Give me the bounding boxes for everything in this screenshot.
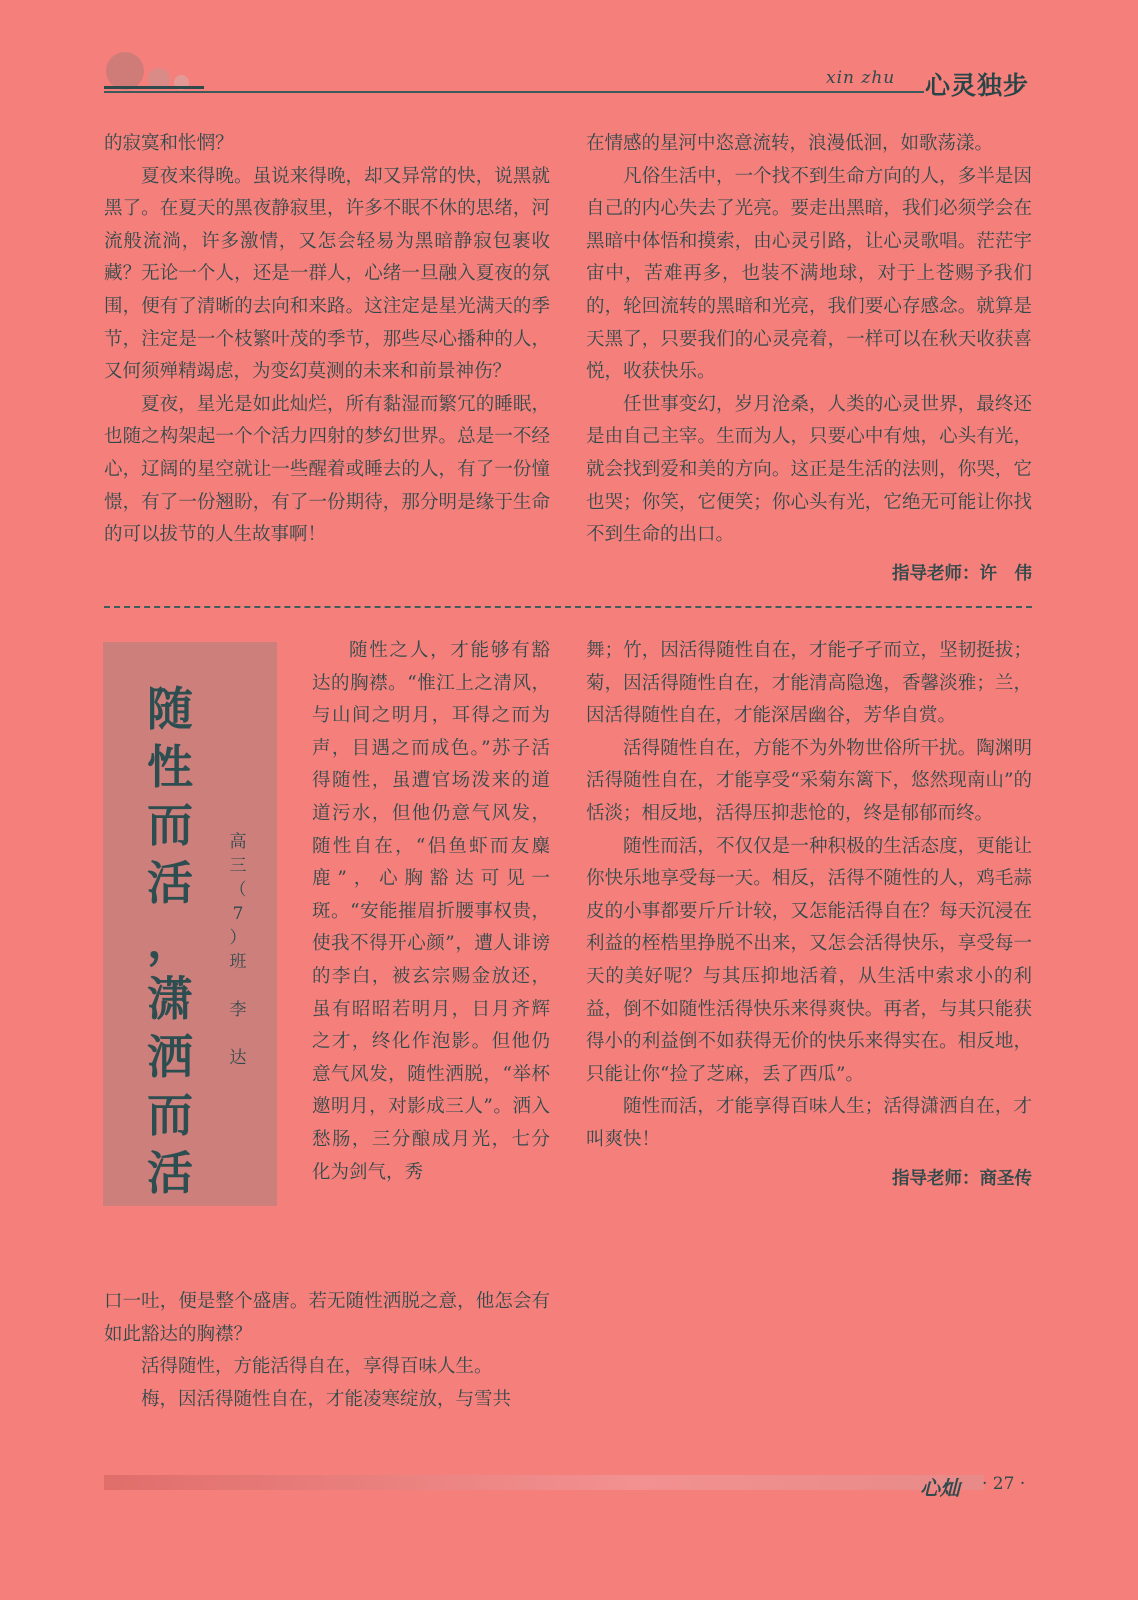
paragraph: 活得随性，方能活得自在，享得百味人生。 — [141, 1356, 493, 1378]
author-char: 高 — [229, 832, 247, 852]
title-char: ， — [147, 914, 193, 968]
title-char: 性 — [147, 740, 193, 794]
paragraph: 随性而活，才能享得百味人生；活得潇洒自在，才叫爽快！ — [586, 1096, 1032, 1150]
title-char: 随 — [147, 682, 193, 736]
author-char: 达 — [229, 1048, 247, 1068]
author-char: ） — [229, 928, 247, 948]
author-char: 三 — [229, 856, 247, 876]
paragraph: 随性而活，不仅仅是一种积极的生活态度，更能让你快乐地享受每一天。相反，活得不随性的人，鸡毛蒜皮的小事都要斤斤计较，又怎能活得自在？每天沉浸在利益的桎梏里挣脱不出来，又怎会活得快乐，享受每一天的美好呢？与其压抑地活着，从生活中索求小的利益，倒不如随性活得快乐来得爽快。再者，与其只能获得小的利益倒不如获得无价的快乐来得实在。相反地，只能让你“捡了芝麻，丢了西瓜”。 — [586, 835, 1032, 1085]
page-number: · 27 · — [982, 1474, 1026, 1494]
article2-title — [139, 680, 201, 1202]
article2-author — [225, 830, 251, 1070]
paragraph: 的寂寞和怅惘？ — [104, 133, 234, 154]
paragraph: 活得随性自在，方能不为外物世俗所干扰。陶渊明活得随性自在，才能享受“采菊东篱下，悠然现南山”的恬淡；相反地，活得压抑悲怆的，终是郁郁而终。 — [586, 737, 1032, 824]
section-title: 心灵独步 — [925, 71, 1030, 100]
author-char — [225, 1022, 251, 1046]
title-char: 活 — [147, 856, 193, 910]
paragraph: 夏夜来得晚。虽说来得晚，却又异常的快，说黑就黑了。在夏天的黑夜静寂里，许多不眠不休的思绪，河流般流淌，许多激情，又怎会轻易为黑暗静寂包裹收藏？无论一个人，还是一群人，心绪一旦融入夏夜的氛围，便有了清晰的去向和来路。这注定是星光满天的季节，注定是一个枝繁叶茂的季节，那些尽心播种的人，又何须殚精竭虑，为变幻莫测的未来和前景神伤？ — [104, 165, 550, 383]
title-char: 洒 — [147, 1030, 193, 1084]
author-char: 班 — [229, 952, 247, 972]
article2-column-left-lower — [104, 1286, 550, 1416]
author-char: 李 — [229, 1000, 247, 1020]
article2-column-narrow — [312, 635, 550, 1189]
article2-column-right — [586, 635, 1032, 1195]
footer-band — [104, 1475, 984, 1490]
paragraph: 梅，因活得随性自在，才能凌寒绽放，与雪共 — [141, 1388, 512, 1410]
article1-column-left — [104, 128, 550, 552]
author-char — [225, 974, 251, 998]
paragraph: 凡俗生活中，一个找不到生命方向的人，多半是因自己的内心失去了光亮。要走出黑暗，我们必须学会在黑暗中体悟和摸索，由心灵引路，让心灵歌唱。茫茫宇宙中，苦难再多，也装不满地球，对于上苍赐予我们的，轮回流转的黑暗和光亮，我们要心存感念。就算是天黑了，只要我们的心灵亮着，一样可以在秋天收获喜悦，收获快乐。 — [586, 165, 1032, 383]
title-char: 活 — [147, 1146, 193, 1200]
header-accent-line — [104, 86, 204, 89]
header-rule — [104, 91, 924, 93]
footer-brand: 心灿 — [920, 1476, 960, 1500]
article2-title-box — [103, 642, 277, 1206]
author-char: （ — [229, 880, 247, 900]
paragraph: 随性之人，才能够有豁达的胸襟。“惟江上之清风，与山间之明月，耳得之而为声，目遇之而成色。”苏子活得随性，虽遭官场泼来的道道污水，但他仍意气风发，随性自在，“侣鱼虾而友麋鹿”，心胸豁达可见一斑。“安能摧眉折腰事权贵，使我不得开心颜”，遭人诽谤的李白，被玄宗赐金放还，虽有昭昭若明月，日月齐辉之才，终化作泡影。但他仍意气风发，随性洒脱，“举杯邀明月，对影成三人”。洒入愁肠，三分酿成月光，七分化为剑气，秀 — [312, 640, 550, 1183]
article1-column-right — [586, 128, 1032, 590]
decor-circle — [106, 52, 144, 90]
teacher-signature: 指导老师：商圣传 — [892, 1168, 1032, 1189]
section-divider — [104, 606, 1032, 608]
title-char: 潇 — [147, 972, 193, 1026]
author-char: 7 — [232, 904, 244, 924]
header-pinyin: xin zhu — [826, 68, 896, 88]
title-char: 而 — [147, 1088, 193, 1142]
title-char: 而 — [147, 798, 193, 852]
paragraph: 口一吐，便是整个盛唐。若无随性洒脱之意，他怎会有如此豁达的胸襟？ — [104, 1291, 550, 1345]
paragraph: 夏夜，星光是如此灿烂，所有黏湿而繁冗的睡眠，也随之构架起一个个活力四射的梦幻世界。总是一不经心，辽阔的星空就让一些醒着或睡去的人，有了一份憧憬，有了一份翘盼，有了一份期待，那分明是缘于生命的可以拔节的人生故事啊！ — [104, 393, 550, 546]
teacher-signature: 指导老师：许 伟 — [892, 563, 1032, 584]
paragraph: 在情感的星河中恣意流转，浪漫低洄，如歌荡漾。 — [586, 133, 994, 154]
paragraph: 任世事变幻，岁月沧桑，人类的心灵世界，最终还是由自己主宰。生而为人，只要心中有烛，心头有光，就会找到爱和美的方向。这正是生活的法则，你哭，它也哭；你笑，它便笑；你心头有光，它绝无可能让你找不到生命的出口。 — [586, 393, 1032, 546]
paragraph: 舞；竹，因活得随性自在，才能孑孑而立，坚韧挺拔；菊，因活得随性自在，才能清高隐逸，香馨淡雅；兰，因活得随性自在，才能深居幽谷，芳华自赏。 — [586, 640, 1032, 727]
